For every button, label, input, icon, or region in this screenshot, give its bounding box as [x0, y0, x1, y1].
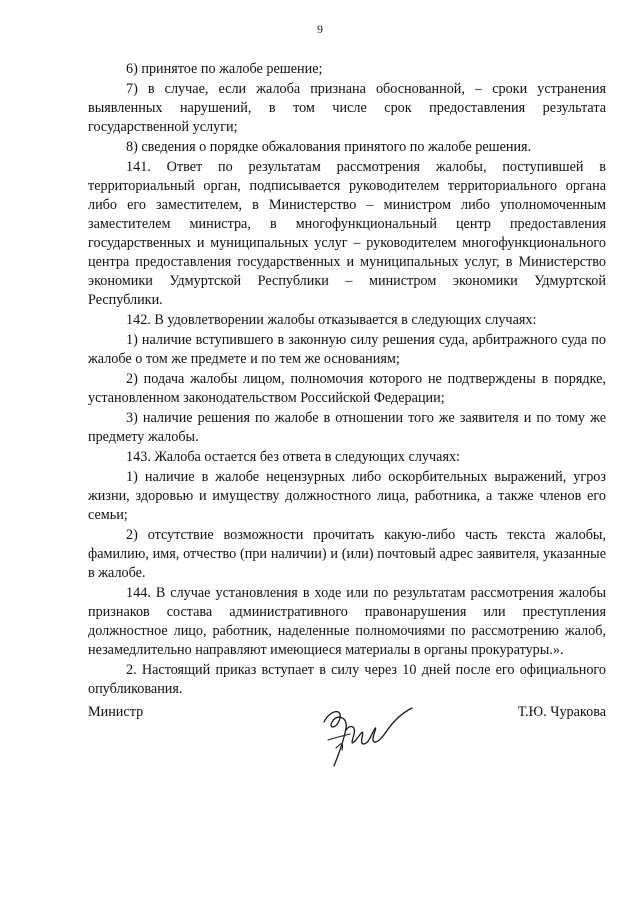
- item-8-appeal-procedure: 8) сведения о порядке обжалования принятого по жалобе решения.: [126, 139, 532, 155]
- clause-142: 142. В удовлетворении жалобы отказывается в следующих случаях:: [126, 312, 537, 328]
- clause-144: 144. В случае установления в ходе или по результатам рассмотрения жалобы признаков состава административного правонарушения или преступления должностное лицо, работник, наделенные полномочиями по рассмотрению жалоб, незамедлительно направляют имеющиеся материалы в органы прокуратуры.».: [88, 585, 606, 658]
- document-body: [88, 60, 606, 699]
- page-number: 9: [317, 22, 323, 36]
- item-6-decision: 6) принятое по жалобе решение;: [126, 61, 323, 77]
- clause-142-item-3: 3) наличие решения по жалобе в отношении того же заявителя и по тому же предмету жалобы.: [88, 410, 606, 445]
- clause-142-item-2: 2) подача жалобы лицом, полномочия которого не подтверждены в порядке, установленном законодательством Российской Федерации;: [88, 371, 606, 406]
- clause-143-item-2: 2) отсутствие возможности прочитать какую-либо часть текста жалобы, фамилию, имя, отчество (при наличии) и (или) почтовый адрес заявителя, указанные в жалобе.: [88, 527, 606, 581]
- item-7-correction-terms: 7) в случае, если жалоба признана обоснованной, – сроки устранения выявленных нарушений, в том числе срок предоставления результата государственной услуги;: [88, 81, 606, 135]
- clause-143-item-1: 1) наличие в жалобе нецензурных либо оскорбительных выражений, угроз жизни, здоровью и имуществу должностного лица, работника, а также членов его семьи;: [88, 469, 606, 523]
- signatory-title: Министр: [88, 704, 144, 720]
- signatory-name: Т.Ю. Чуракова: [517, 704, 606, 720]
- clause-143: 143. Жалоба остается без ответа в следующих случаях:: [126, 449, 461, 465]
- signature-stroke: [328, 734, 350, 750]
- clause-142-item-1: 1) наличие вступившего в законную силу решения суда, арбитражного суда по жалобе о том же предмете и по тем же основаниям;: [88, 332, 606, 367]
- handwritten-signature: [316, 700, 416, 770]
- signature-block: [88, 700, 606, 780]
- clause-141: 141. Ответ по результатам рассмотрения жалобы, поступившей в территориальный орган, подписывается руководителем территориального органа либо его заместителем, в Министерство – министром либо уполномоченным заместителем министра, в многофункциональный центр предоставления государственных и муниципальных услуг – руководителем многофункционального центра предоставления государственных и муниципальных услуг, в Министерство экономики Удмуртской Республики – министром экономики Удмуртской Республики.: [88, 159, 606, 308]
- order-clause-2: 2. Настоящий приказ вступает в силу через 10 дней после его официального опубликования.: [88, 662, 606, 697]
